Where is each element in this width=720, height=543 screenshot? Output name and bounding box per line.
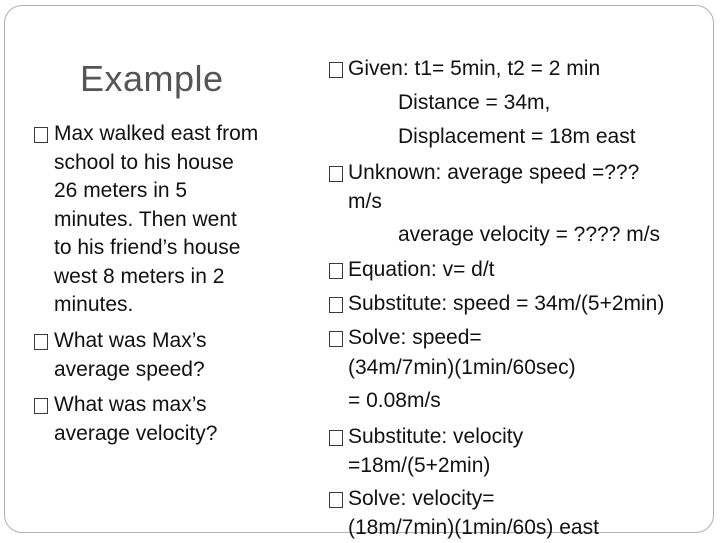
bullet-line: average speed? [54,357,205,381]
bullet-line: Max walked east from [54,122,259,145]
bullet-line: west 8 meters in 2 [54,264,225,288]
displacement-text: Displacement = 18m east [398,125,636,148]
checkbox-bullet-icon [329,62,343,78]
checkbox-bullet-icon [329,263,343,279]
distance-text: Distance = 34m, [398,91,551,114]
solve-speed-result: = 0.08m/s [348,389,441,412]
substitute-speed-text: Substitute: speed = 34m/(5+2min) [348,292,665,315]
checkbox-bullet-icon [34,398,48,414]
solve-velocity-text: Solve: velocity= [348,487,495,510]
checkbox-bullet-icon [34,334,48,350]
solve-speed-expression: (34m/7min)(1min/60sec) [348,356,576,379]
checkbox-bullet-icon [329,166,343,182]
checkbox-bullet-icon [329,297,343,313]
unknown-unit-text: m/s [348,189,382,213]
checkbox-bullet-icon [329,430,343,446]
slide-title: Example [80,58,224,99]
bullet-line: minutes. Then went [54,207,237,231]
bullet-line: school to his house [54,150,234,174]
substitute-velocity-text: Substitute: velocity [348,425,524,448]
bullet-line: What was Max’s [54,329,207,352]
bullet-line: to his friend’s house [54,236,241,259]
solve-velocity-expression: (18m/7min)(1min/60s) east [348,516,599,539]
checkbox-bullet-icon [34,127,48,143]
checkbox-bullet-icon [329,331,343,347]
bullet-line: minutes. [54,293,134,316]
given-text: Given: t1= 5min, t2 = 2 min [348,57,601,80]
solve-speed-text: Solve: speed= [348,326,482,349]
bullet-line: 26 meters in 5 [54,179,188,202]
bullet-line: What was max’s [54,393,207,416]
bullet-line: average velocity? [54,421,218,445]
equation-text: Equation: v= d/t [348,258,495,281]
average-velocity-unknown-text: average velocity = ???? m/s [398,223,661,246]
checkbox-bullet-icon [329,492,343,508]
unknown-text: Unknown: average speed =??? [348,161,640,184]
substitute-velocity-expression: =18m/(5+2min) [348,454,491,477]
